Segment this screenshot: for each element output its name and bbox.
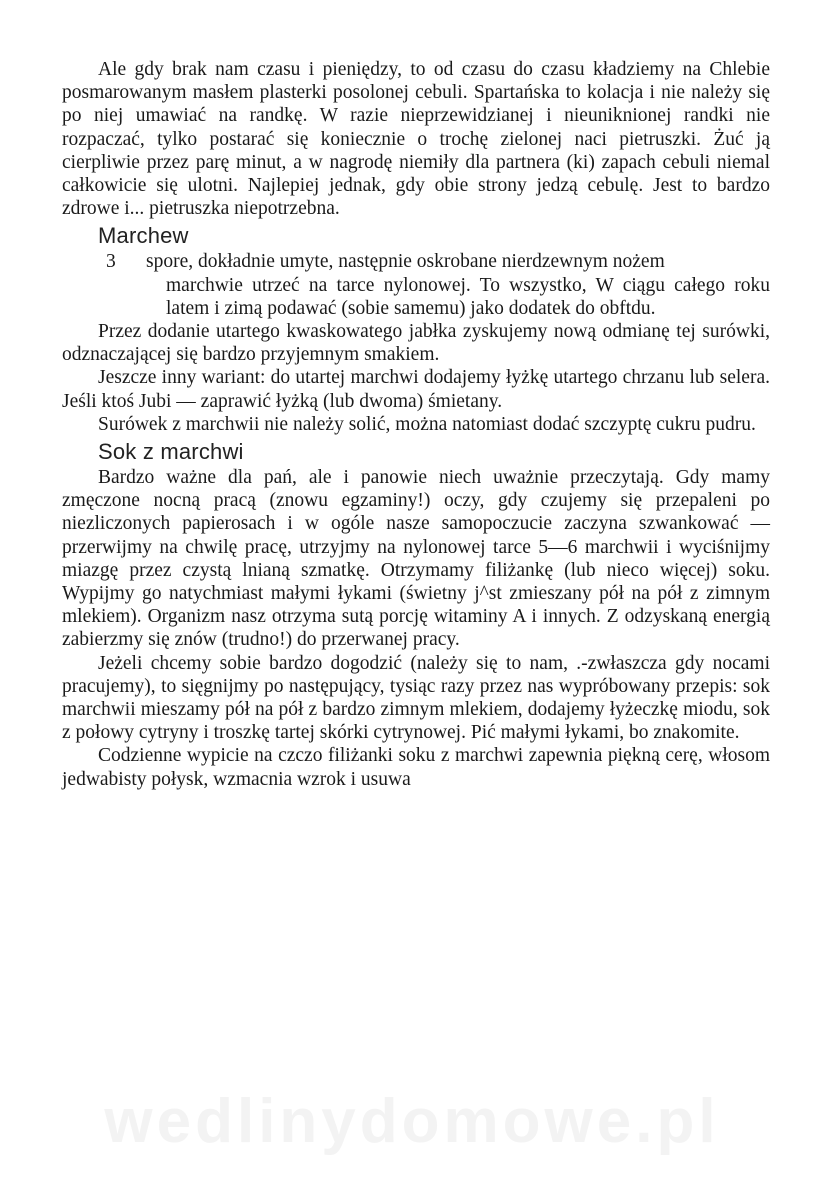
ingredient-text <box>146 250 770 320</box>
sok-paragraph: Jeżeli chcemy sobie bardzo dogodzić (należy się to nam, .-zwłaszcza gdy nocami pracujemy), to sięgnijmy po następujący, tysiąc razy przez nas wypróbowany przepis: sok marchwii mieszamy pół na pół z bardzo zimnym mlekiem, dodajemy łyżeczkę miodu, sok z połowy cytryny i troszkę tartej skórki cytrynowej. Pić małymi łykami, bo znakomite. <box>62 652 770 744</box>
marchew-paragraph: Jeszcze inny wariant: do utartej marchwi dodajemy łyżkę utartego chrzanu lub selera. Jeśli ktoś Jubi — zaprawić łyżką (lub dwoma) śmietany. <box>62 367 770 412</box>
section-heading-sok: Sok z marchwi <box>98 439 244 465</box>
watermark: wedlinydomowe.pl <box>104 1087 720 1156</box>
marchew-paragraph: Surówek z marchwii nie należy solić, można natomiast dodać szczyptę cukru pudru. <box>98 413 756 435</box>
ingredient-quantity: 3 <box>106 251 116 273</box>
sok-paragraph: Codzienne wypicie na czczo filiżanki soku z marchwi zapewnia piękną cerę, włosom jedwabisty połysk, wzmacnia wzrok i usuwa <box>62 745 770 790</box>
section-heading-marchew: Marchew <box>98 223 189 249</box>
intro-paragraph: Ale gdy brak nam czasu i pieniędzy, to od czasu do czasu kładziemy na Chlebie posmarowanym masłem plasterki posolonej cebuli. Spartańska to kolacja i nie należy się po niej umawiać na randkę. W razie nieprzewidzianej i nieuniknionej randki nie rozpaczać, tylko postarać się koniecznie o trochę zielonej naci pietruszki. Żuć ją cierpliwie przez parę minut, a w nagrodę niemiły dla partnera (ki) zapach cebuli niemal całkowicie się ulotni. Najlepiej jednak, gdy obie strony jedzą cebulę. Jest to bardzo zdrowe i... pietruszka niepotrzebna. <box>62 59 770 220</box>
ingredient-text-first-line: spore, dokładnie umyte, następnie oskrobane nierdzewnym nożem <box>146 251 665 273</box>
ingredient-text-rest: marchwie utrzeć na tarce nylonowej. To wszystko, W ciągu całego roku latem i zimą podawać (sobie samemu) jako dodatek do obftdu. <box>166 274 770 319</box>
ingredient-item <box>62 250 770 320</box>
marchew-paragraph: Przez dodanie utartego kwaskowatego jabłka zyskujemy nową odmianę tej surówki, odznaczającej się bardzo przyjemnym smakiem. <box>62 321 770 366</box>
document-page <box>62 58 770 791</box>
sok-paragraph: Bardzo ważne dla pań, ale i panowie niech uważnie przeczytają. Gdy mamy zmęczone nocną pracą (znowu egzaminy!) oczy, gdy czujemy się przepaleni po niezliczonych papierosach i w ogóle nasze samopoczucie zaczyna szwankować — przerwijmy na chwilę pracę, utrzyjmy na nylonowej tarce 5—6 marchwii i wyciśnijmy miazgę przez czystą lnianą szmatkę. Otrzymamy filiżankę (lub nieco więcej) soku. Wypijmy go natychmiast małymi łykami (świetny j^st zmieszany pół na pół z zimnym mlekiem). Organizm nasz otrzyma sutą porcję witaminy A i innych. Z odzyskaną energią zabierzmy się znów (trudno!) do przerwanej pracy. <box>62 467 770 651</box>
